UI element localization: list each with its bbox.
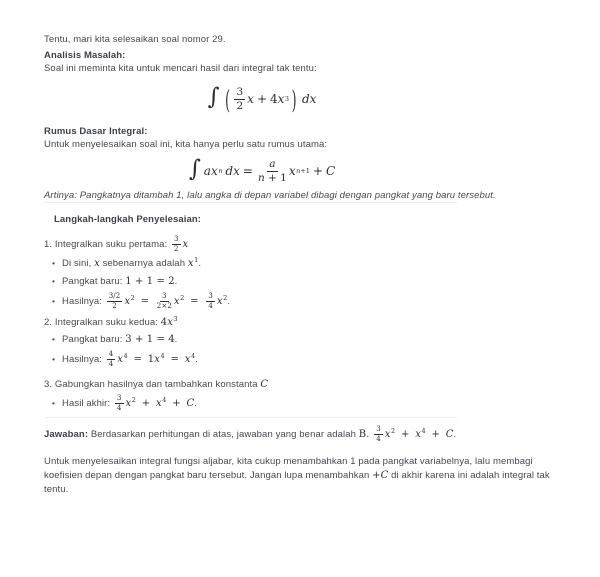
plus-operator: + (372, 470, 381, 481)
equals-sign: = (170, 354, 179, 366)
variable-x: x (184, 354, 191, 366)
exponent: 4 (421, 426, 426, 435)
coefficient: 4 (160, 317, 168, 328)
constant-c: C (325, 164, 336, 178)
variable-x: x (117, 354, 124, 366)
step-1-bullets (44, 257, 564, 310)
step-1-title: 1. Integralkan suku pertama: $\frac{3}{2}$ x (44, 235, 189, 253)
fraction: $\frac{4}{4}$ (108, 350, 114, 368)
list-item: • Hasilnya: $\frac{4}{4}$ $x^4 = 1x^4 = x^4$. (52, 350, 198, 368)
exponent: 4 (190, 351, 196, 360)
exponent: 4 (162, 395, 167, 404)
rule-heading: Rumus Dasar Integral: (44, 126, 148, 137)
equals-sign: = (140, 296, 150, 308)
step-2-title: 2. Integralkan suku kedua: $4x^3$ (44, 314, 178, 328)
plus-operator: + (431, 429, 440, 441)
list-item: • Di sini, x sebenarnya adalah $x^1$. (52, 255, 202, 269)
rule-note: Artinya: Pangkatnya ditambah 1, lalu angka di depan variabel dibagi dengan pangkat yang baru tersebut. (44, 190, 496, 201)
formula-problem-integral: ∫ ( $\frac{3}{2}$ x + 4 x 3 ) dx (207, 83, 317, 115)
fraction: $\frac{3/2}{2}$ (108, 292, 121, 310)
variable-x: x (216, 296, 223, 308)
plus-operator: + (256, 92, 267, 106)
rule-body: Untuk menyelesaikan soal ini, kita hanya perlu satu rumus utama: (44, 139, 328, 150)
list-item: • Pangkat baru: 1 + 1 = 2. (52, 276, 178, 287)
exponent: 2 (130, 293, 135, 302)
fraction: $\frac{3}{4}$ (376, 425, 381, 443)
variable-x: x (415, 429, 421, 441)
dx-term: dx (225, 164, 240, 178)
left-paren: ( (225, 83, 230, 115)
divider (44, 417, 457, 418)
variable-x: x (277, 92, 285, 106)
bullet-icon: • (52, 398, 56, 409)
variable-x: x (124, 296, 131, 308)
bullet-icon: • (52, 258, 56, 268)
closing-paragraph: Untuk menyelesaikan integral fungsi aljabar, kita cukup menambahkan 1 pada pangkat variabelnya, lalu membagi koefisien depan dengan pangkat baru tersebut. Jangan lupa menambahkan +C di akhir karena ini adalah integral tak tentu. (44, 456, 550, 495)
bullet-icon: • (52, 296, 56, 307)
right-paren: ) (291, 83, 297, 115)
fraction: $\frac{3}{2}$ (173, 235, 179, 253)
exponent: 3 (173, 314, 178, 323)
divider (44, 202, 457, 203)
exponent: 2 (180, 293, 185, 302)
exponent: 4 (123, 351, 128, 360)
variable-x: x (173, 296, 180, 308)
variable-x: x (384, 429, 391, 441)
bullet-icon: • (52, 354, 56, 365)
step-2-bullets (44, 333, 564, 368)
steps-heading: Langkah-langkah Penyelesaian: (54, 214, 202, 225)
constant-c: C (445, 429, 454, 441)
equals-sign: = (190, 296, 199, 308)
integral-sign: ∫ (188, 155, 201, 182)
variable-x: x (125, 398, 132, 410)
formula-power-rule: ∫ a x n dx = $\frac{a}{n + 1}$ x n+1 + C (188, 155, 336, 184)
dx-term: dx (301, 92, 317, 106)
variable-x: x (155, 398, 162, 410)
plus-operator: + (312, 164, 323, 178)
bullet-icon: • (52, 334, 56, 344)
variable-x: x (154, 354, 160, 366)
exponent: 2 (223, 293, 228, 302)
coefficient: 4 (270, 92, 278, 106)
analysis-body: Soal ini meminta kita untuk mencari hasil dari integral tak tentu: (44, 63, 317, 74)
analysis-heading: Analisis Masalah: (44, 50, 126, 61)
variable-x: x (288, 164, 296, 178)
equals-sign: = (133, 354, 143, 366)
constant-c: C (186, 398, 195, 410)
variable-x: x (247, 92, 254, 106)
answer-option: B. (358, 429, 370, 441)
fraction-a-over-n-plus-1: $\frac{a}{n + 1}$ (257, 158, 287, 184)
variable-x: x (210, 164, 218, 178)
step-3-title: 3. Gabungkan hasilnya dan tambahkan konstanta C (44, 379, 269, 390)
answer-label: Jawaban: (44, 429, 89, 441)
constant-c: C (380, 470, 389, 481)
fraction: $\frac{3}{4}$ (208, 292, 213, 310)
math-expression: 3 + 1 = 4 (125, 334, 175, 345)
equals-sign: = (242, 164, 253, 178)
plus-operator: + (401, 429, 410, 441)
fraction-three-halves: $\frac{3}{2}$ (236, 86, 244, 112)
answer-line: Jawaban: Berdasarkan perhitungan di atas, jawaban yang benar adalah B. $\frac{3}{4}$ $x^2 + x^4 + C$. (44, 425, 457, 443)
variable-x: x (182, 239, 189, 251)
exponent: 1 (194, 255, 199, 264)
coefficient-a: a (203, 164, 211, 178)
integral-sign: ∫ (207, 83, 220, 110)
exponent: 2 (131, 395, 136, 404)
fraction: $\frac{3}{4}$ (116, 394, 122, 412)
plus-operator: + (141, 398, 151, 410)
step-3-bullets (44, 395, 564, 412)
fraction: $\frac{3}{2\times 2}$ (156, 292, 172, 310)
intro-text: Tentu, mari kita selesaikan soal nomor 29. (44, 34, 226, 45)
exponent: 4 (160, 351, 165, 360)
variable-x: x (187, 258, 194, 269)
list-item: • Hasil akhir: $\frac{3}{4}$ $x^2 + x^4 + C$. (52, 394, 197, 412)
plus-operator: + (172, 398, 181, 410)
list-item: • Hasilnya: $\frac{3/2}{2}$ $x^2$ = $\frac{3}{2\times 2}$ $x^2$ = $\frac{3}{4}$ $x^2$. (52, 292, 231, 310)
list-item: • Pangkat baru: 3 + 1 = 4. (52, 334, 178, 345)
exponent: 2 (391, 426, 396, 435)
constant-c: C (260, 379, 269, 390)
variable-x: x (167, 317, 174, 328)
number-one: 1 (147, 354, 155, 366)
math-expression: 1 + 1 = 2 (125, 276, 175, 287)
bullet-icon: • (52, 276, 56, 286)
variable-x: x (94, 258, 100, 269)
